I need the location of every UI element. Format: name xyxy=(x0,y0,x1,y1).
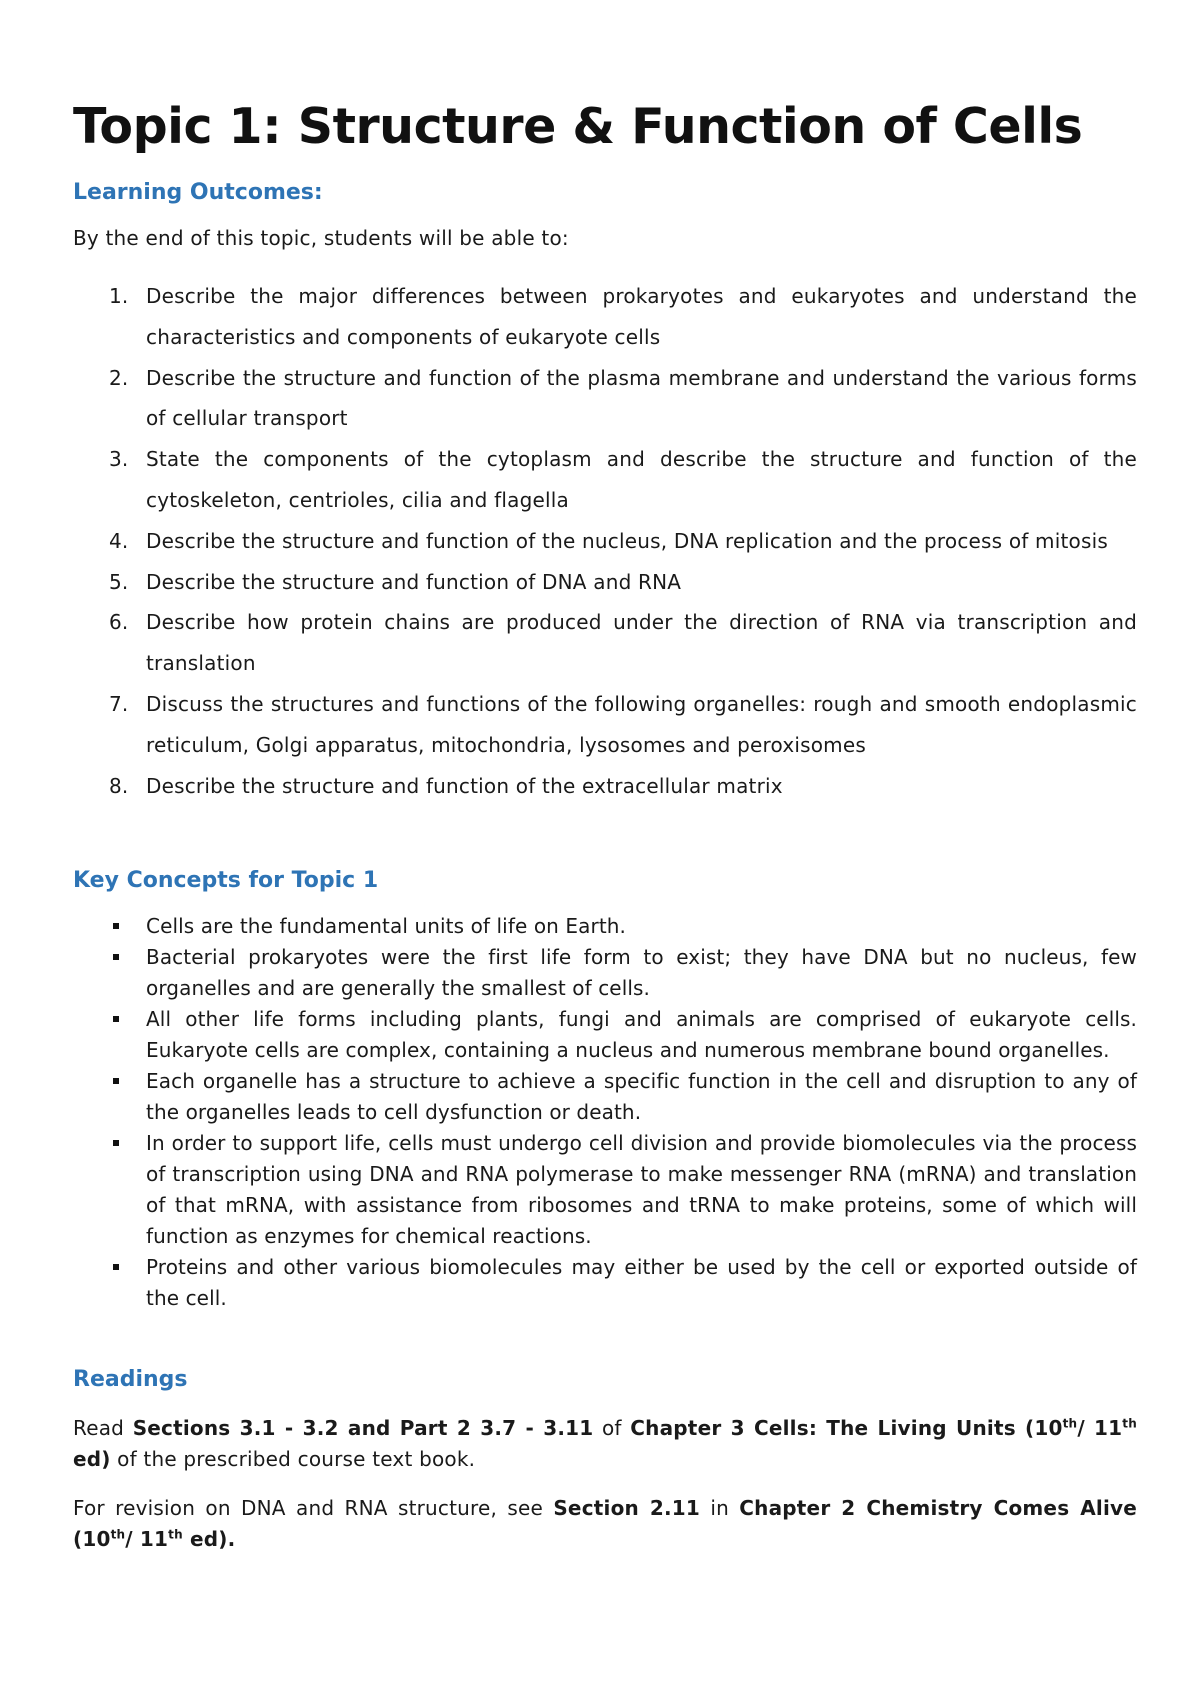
list-number: 1. xyxy=(109,284,129,308)
square-bullet-icon xyxy=(113,1264,119,1270)
superscript: th xyxy=(110,1527,126,1542)
square-bullet-icon xyxy=(113,1140,119,1146)
readings-text: For revision on DNA and RNA structure, see xyxy=(73,1496,554,1520)
list-text: State the components of the cytoplasm and describe the structure and function of the cytoskeleton, centrioles, cilia and flagella xyxy=(146,447,1137,512)
list-number: 8. xyxy=(109,773,129,798)
list-text: All other life forms including plants, fungi and animals are comprised of eukaryote cells. Eukaryote cells are complex, containing a nucleus and numerous membrane bound organelles. xyxy=(146,1007,1137,1062)
list-text: Describe how protein chains are produced under the direction of RNA via transcription and translation xyxy=(146,610,1137,676)
list-text: Proteins and other various biomolecules may either be used by the cell or exported outside of the cell. xyxy=(146,1255,1137,1310)
list-number: 4. xyxy=(109,528,129,553)
list-item xyxy=(73,439,1137,521)
list-text: Cells are the fundamental units of life on Earth. xyxy=(146,914,626,938)
readings-chapter: Chapter 3 Cells: The Living Units (10 xyxy=(630,1416,1063,1440)
superscript: th xyxy=(1062,1416,1078,1431)
revision-chapter: ed). xyxy=(182,1527,236,1551)
revision-chapter: / 11 xyxy=(125,1527,169,1551)
revision-paragraph xyxy=(73,1493,1137,1555)
list-number: 7. xyxy=(109,691,129,716)
list-item xyxy=(73,911,1137,942)
superscript: th xyxy=(1122,1416,1137,1431)
square-bullet-icon xyxy=(113,954,119,960)
readings-chapter: ed) xyxy=(73,1447,111,1471)
readings-text: of xyxy=(593,1416,631,1440)
readings-text: of the prescribed course text book. xyxy=(110,1447,476,1471)
list-text: Describe the structure and function of DNA and RNA xyxy=(146,569,682,594)
readings-sections: Sections 3.1 - 3.2 and Part 2 3.7 - 3.11 xyxy=(132,1416,594,1440)
list-number: 5. xyxy=(109,569,129,594)
list-text: Each organelle has a structure to achieve a specific function in the cell and disruption to any of the organelles leads to cell dysfunction or death. xyxy=(146,1069,1137,1124)
list-item xyxy=(73,521,1137,562)
readings-chapter: / 11 xyxy=(1077,1416,1123,1440)
key-concepts-list xyxy=(73,911,1137,1314)
list-text: Describe the structure and function of the plasma membrane and understand the various forms of cellular transport xyxy=(146,365,1137,431)
page-title: Topic 1: Structure & Function of Cells xyxy=(73,98,1083,155)
list-text: In order to support life, cells must undergo cell division and provide biomolecules via the process of transcription using DNA and RNA polymerase to make messenger RNA (mRNA) and translation of that mRNA, with assistance from ribosomes and tRNA to make proteins, some of which will function as enzymes for chemical reactions. xyxy=(146,1131,1137,1248)
list-item xyxy=(73,684,1137,766)
revision-chapter: Chapter 2 Chemistry Comes Alive (10 xyxy=(73,1496,1137,1551)
list-item xyxy=(73,942,1137,1004)
list-item xyxy=(73,276,1137,358)
list-text: Describe the structure and function of the nucleus, DNA replication and the process of mitosis xyxy=(146,528,1108,553)
list-item xyxy=(73,766,1137,807)
list-item xyxy=(73,1252,1137,1314)
learning-outcomes-intro: By the end of this topic, students will be able to: xyxy=(73,226,569,250)
list-text: Bacterial prokaryotes were the first life form to exist; they have DNA but no nucleus, few organelles and are generally the smallest of cells. xyxy=(146,945,1137,1000)
square-bullet-icon xyxy=(113,1078,119,1084)
list-text: Describe the structure and function of the extracellular matrix xyxy=(146,773,783,798)
list-item xyxy=(73,562,1137,603)
list-number: 3. xyxy=(109,447,129,472)
readings-heading: Readings xyxy=(73,1367,188,1392)
readings-text: in xyxy=(700,1496,740,1520)
square-bullet-icon xyxy=(113,1016,119,1022)
readings-text: Read xyxy=(73,1416,133,1440)
learning-outcomes-list xyxy=(73,276,1137,806)
list-item xyxy=(73,1004,1137,1066)
superscript: th xyxy=(168,1527,183,1542)
list-text: Describe the major differences between prokaryotes and eukaryotes and understand the characteristics and components of eukaryote cells xyxy=(146,284,1137,349)
revision-section: Section 2.11 xyxy=(553,1496,701,1520)
list-item xyxy=(73,358,1137,440)
list-item xyxy=(73,1066,1137,1128)
square-bullet-icon xyxy=(113,923,119,929)
list-number: 2. xyxy=(109,365,129,390)
list-number: 6. xyxy=(109,610,129,635)
learning-outcomes-heading: Learning Outcomes: xyxy=(73,180,323,205)
list-item xyxy=(73,1128,1137,1252)
list-item xyxy=(73,602,1137,684)
readings-paragraph xyxy=(73,1413,1137,1475)
key-concepts-heading: Key Concepts for Topic 1 xyxy=(73,868,379,893)
list-text: Discuss the structures and functions of the following organelles: rough and smooth endoplasmic reticulum, Golgi apparatus, mitochondria, lysosomes and peroxisomes xyxy=(146,691,1137,757)
